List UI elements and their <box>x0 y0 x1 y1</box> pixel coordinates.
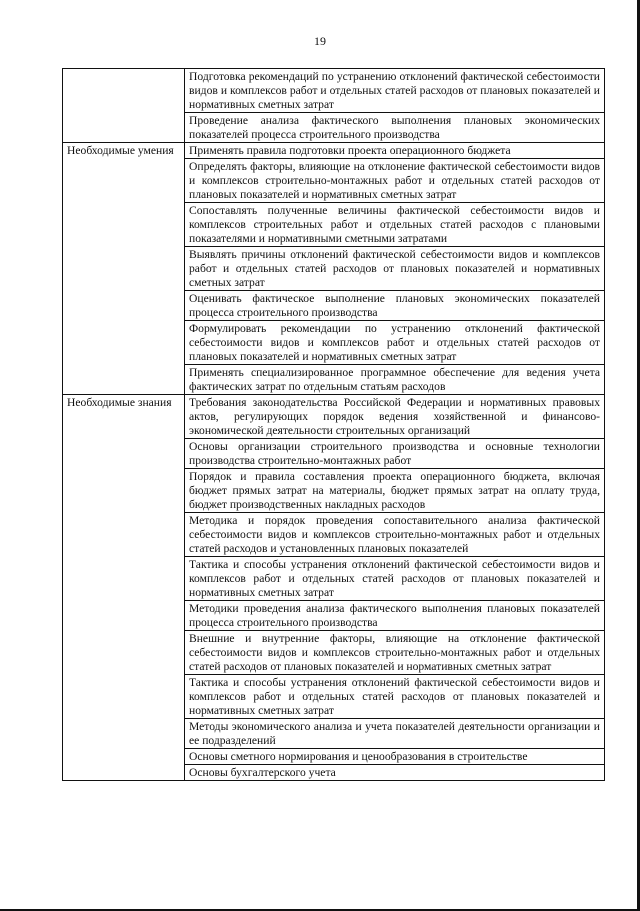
table-cell: Основы организации строительного производства и основные технологии производства строительно-монтажных работ <box>185 439 605 469</box>
knowledge-label: Необходимые знания <box>63 395 185 781</box>
table-cell: Выявлять причины отклонений фактической себестоимости видов и комплексов работ и отдельных статей расходов от плановых показателей и нормативных сметных затрат <box>185 247 605 291</box>
table-cell: Тактика и способы устранения отклонений фактической себестоимости видов и комплексов работ и отдельных статей расходов от плановых показателей и нормативных сметных затрат <box>185 557 605 601</box>
table-cell: Применять специализированное программное обеспечение для ведения учета фактических затрат по отдельным статьям расходов <box>185 365 605 395</box>
table-cell: Методики проведения анализа фактического выполнения плановых показателей процесса строительного производства <box>185 601 605 631</box>
table-cell: Внешние и внутренние факторы, влияющие на отклонение фактической себестоимости видов и комплексов строительно-монтажных работ и отдельных статей расходов от плановых показателей и нормативных сметных затрат <box>185 631 605 675</box>
table-cell: Методы экономического анализа и учета показателей деятельности организации и ее подразделений <box>185 719 605 749</box>
table-row <box>63 143 605 159</box>
table-cell: Основы сметного нормирования и ценообразования в строительстве <box>185 749 605 765</box>
page-number: 19 <box>314 34 326 48</box>
table-cell: Подготовка рекомендаций по устранению отклонений фактической себестоимости видов и комплексов работ и отдельных статей расходов от плановых показателей и нормативных сметных затрат <box>185 69 605 113</box>
table-row <box>63 69 605 113</box>
competency-table <box>62 68 605 781</box>
continued-label-cell <box>63 69 185 143</box>
table-cell: Проведение анализа фактического выполнения плановых экономических показателей процесса строительного производства <box>185 113 605 143</box>
table-cell: Оценивать фактическое выполнение плановых экономических показателей процесса строительного производства <box>185 291 605 321</box>
table-cell: Сопоставлять полученные величины фактической себестоимости видов и комплексов строительных работ и отдельных статей расходов с плановыми показателями и нормативными сметными затратами <box>185 203 605 247</box>
table-cell: Определять факторы, влияющие на отклонение фактической себестоимости видов и комплексов строительно-монтажных работ и отдельных статей расходов от плановых показателей и нормативных сметных затрат <box>185 159 605 203</box>
table-cell: Основы бухгалтерского учета <box>185 765 605 781</box>
table-cell: Применять правила подготовки проекта операционного бюджета <box>185 143 605 159</box>
table-cell: Требования законодательства Российской Федерации и нормативных правовых актов, регулирующих порядок ведения хозяйственной и финансово-экономической деятельности строительных организаций <box>185 395 605 439</box>
table-row <box>63 395 605 439</box>
skills-label: Необходимые умения <box>63 143 185 395</box>
table-cell: Формулировать рекомендации по устранению отклонений фактической себестоимости видов и комплексов работ и отдельных статей расходов от плановых показателей и нормативных сметных затрат <box>185 321 605 365</box>
table-cell: Тактика и способы устранения отклонений фактической себестоимости видов и комплексов работ и отдельных статей расходов от плановых показателей и нормативных сметных затрат <box>185 675 605 719</box>
table-cell: Порядок и правила составления проекта операционного бюджета, включая бюджет прямых затрат на материалы, бюджет прямых затрат на оплату труда, бюджет производственных накладных расходов <box>185 469 605 513</box>
table-cell: Методика и порядок проведения сопоставительного анализа фактической себестоимости видов и комплексов строительно-монтажных работ и отдельных статей расходов и установленных плановых показателей <box>185 513 605 557</box>
